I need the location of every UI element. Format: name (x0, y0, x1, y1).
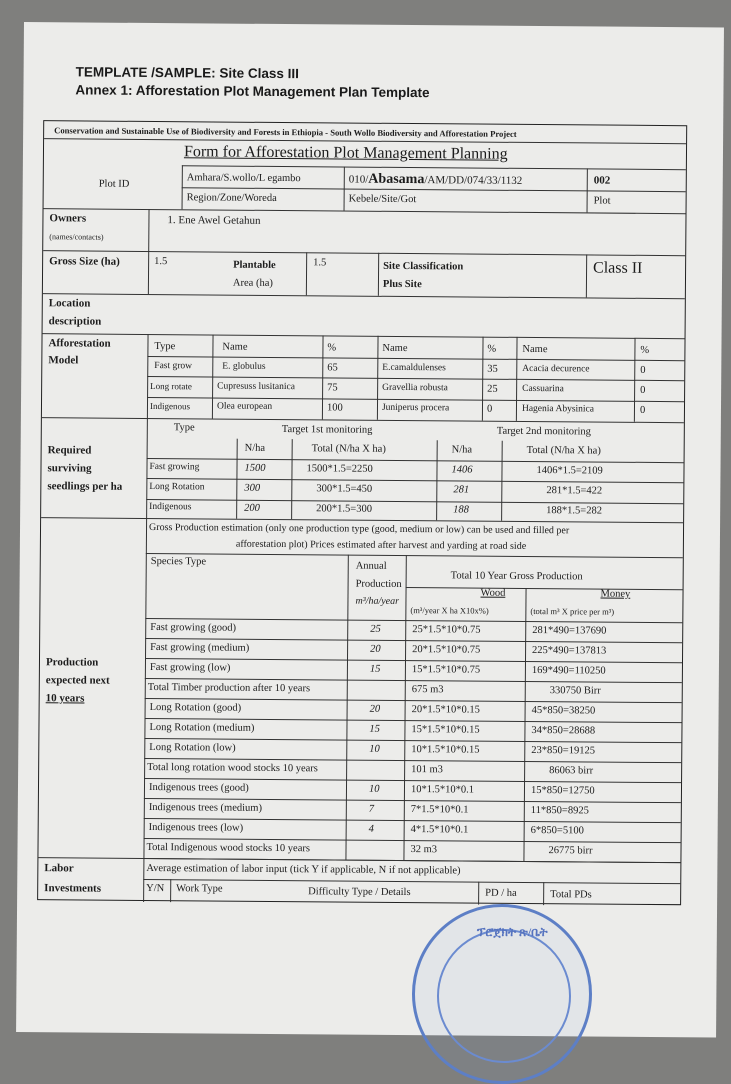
production-total-label: Total long rotation wood stocks 10 years (147, 761, 318, 775)
model-label: Afforestation (48, 337, 111, 350)
seedlings-row-total: 1406*1.5=2109 (536, 465, 603, 477)
production-species: Fast growing (good) (150, 622, 237, 634)
model-col-pct-3: % (640, 344, 650, 356)
seedlings-label-2: surviving (47, 462, 92, 475)
labor-col-difficulty: Difficulty Type / Details (308, 886, 411, 899)
production-annual: 20 (370, 643, 381, 655)
seedlings-row-total: 281*1.5=422 (546, 485, 603, 497)
region-value: Amhara/S.wollo/L egambo (186, 172, 301, 185)
production-annual: 4 (368, 823, 374, 835)
location-label-2: description (48, 315, 102, 328)
model-col-type: Type (154, 341, 176, 353)
gross-size-value: 1.5 (154, 256, 168, 268)
production-wood: 675 m3 (411, 684, 444, 696)
col-annual-unit: m³/ha/year (355, 595, 400, 607)
production-species: Long Rotation (good) (149, 702, 242, 714)
model-col-name-3: Name (522, 343, 548, 356)
col-species-type: Species Type (150, 556, 207, 568)
col-wood-unit: (m³/year X ha X10x%) (410, 605, 489, 616)
gross-size-label: Gross Size (ha) (49, 255, 120, 268)
model-row-pct: 25 (487, 383, 498, 395)
owners-sublabel: (names/contacts) (49, 232, 104, 242)
production-wood: 32 m3 (410, 844, 438, 856)
location-label: Location (48, 297, 91, 310)
seedlings-row-type: Fast growing (149, 461, 200, 473)
production-label: Production (45, 656, 99, 669)
production-species: Indigenous trees (medium) (148, 802, 263, 814)
production-money: 26775 birr (548, 845, 593, 857)
model-row-pct: 100 (326, 402, 343, 414)
col-money: Money (600, 588, 631, 600)
document-page (16, 22, 724, 1037)
model-row-pct: 0 (486, 403, 493, 415)
model-row-name: Hagenia Abysinica (521, 403, 595, 415)
plantable-label: Plantable (233, 259, 276, 271)
seedlings-col-nha-2: N/ha (451, 444, 473, 456)
production-wood: 15*1.5*10*0.15 (411, 724, 480, 736)
production-wood: 10*1.5*10*0.15 (411, 744, 480, 756)
production-wood: 15*1.5*10*0.75 (411, 664, 481, 676)
seedlings-label-3: seedlings per ha (47, 480, 123, 493)
seedlings-row-nha: 281 (453, 484, 470, 496)
model-row-type: Fast grow (154, 361, 193, 372)
model-row-name: Acacia decurence (522, 363, 590, 375)
production-annual: 10 (368, 783, 380, 795)
production-annual: 15 (369, 723, 380, 735)
model-label-2: Model (48, 354, 79, 367)
labor-intro: Average estimation of labor input (tick Y if applicable, N if not applicable) (146, 862, 461, 877)
labor-col-pd-ha: PD / ha (485, 887, 517, 899)
production-money: 34*850=28688 (531, 725, 596, 737)
production-species: Long Rotation (medium) (149, 722, 255, 734)
seedlings-col-total-1: Total (N/ha X ha) (311, 443, 386, 455)
production-total-label: Total Timber production after 10 years (147, 681, 311, 695)
labor-col-work-type: Work Type (176, 883, 223, 895)
form-title: Form for Afforestation Plot Management Planning (183, 143, 508, 163)
model-row-name: Cupresuss lusitanica (217, 381, 296, 393)
col-money-unit: (total m³ X price per m³) (530, 605, 615, 617)
production-species: Fast growing (low) (149, 662, 231, 674)
production-annual: 7 (368, 803, 375, 815)
model-row-name: Olea european (216, 401, 273, 412)
model-row-pct: 75 (327, 382, 338, 394)
production-money: 169*490=110250 (531, 665, 606, 677)
production-intro: Gross Production estimation (only one production type (good, medium or low) can be used and filled per (148, 521, 570, 537)
production-wood: 7*1.5*10*0.1 (410, 804, 469, 816)
model-row-pct: 35 (487, 363, 498, 375)
stamp-text: ፕሮጀክት ጽ/ቤት (477, 925, 548, 939)
production-money: 6*850=5100 (530, 825, 584, 837)
production-wood: 20*1.5*10*0.15 (411, 704, 480, 716)
model-row-pct: 0 (640, 364, 646, 376)
model-col-pct-2: % (487, 343, 497, 355)
seedlings-row-nha: 188 (453, 504, 469, 516)
seedlings-label: Required (47, 444, 92, 457)
model-row-name: E. globulus (222, 361, 266, 372)
kebele-value: 010/Abasama/AM/DD/074/33/1132 (348, 171, 523, 188)
plot-label: Plot (593, 195, 611, 207)
target-2-header: Target 2nd monitoring (496, 425, 591, 438)
seedlings-row-type: Indigenous (149, 501, 192, 513)
production-annual: 15 (369, 663, 381, 675)
seedlings-row-nha: 300 (244, 482, 261, 494)
target-1-header: Target 1st monitoring (281, 424, 373, 436)
production-wood: 4*1.5*10*0.1 (410, 824, 469, 836)
owners-value: 1. Ene Awel Getahun (167, 214, 261, 227)
model-row-pct: 0 (640, 384, 646, 396)
model-row-pct: 65 (327, 362, 338, 374)
plot-value: 002 (593, 174, 611, 187)
seedlings-row-nha: 1500 (244, 462, 266, 474)
model-row-name: E.camaldulenses (382, 362, 446, 374)
plantable-label-unit: Area (ha) (232, 277, 273, 289)
production-annual: 20 (369, 703, 381, 715)
annex-heading: Annex 1: Afforestation Plot Management Plan Template (75, 82, 430, 101)
production-money: 330750 Birr (549, 685, 601, 697)
model-row-name: Juniperus procera (381, 402, 450, 414)
col-wood: Wood (480, 587, 506, 599)
production-label-3: 10 years (45, 692, 85, 705)
production-money: 45*850=38250 (531, 705, 596, 717)
seedlings-col-total-2: Total (N/ha X ha) (526, 444, 601, 457)
col-annual: Annual (355, 560, 387, 572)
production-money: 23*850=19125 (531, 745, 596, 757)
production-species: Long Rotation (low) (149, 742, 236, 754)
seedlings-row-total: 300*1.5=450 (316, 483, 373, 495)
model-col-name-1: Name (222, 341, 248, 353)
seedlings-col-nha-1: N/ha (244, 442, 266, 454)
labor-label: Labor (44, 862, 74, 875)
production-intro-2: afforestation plot) Prices estimated after harvest and yarding at road side (235, 538, 527, 552)
production-annual: 25 (370, 623, 381, 635)
production-money: 11*850=8925 (530, 805, 589, 817)
seedlings-row-total: 200*1.5=300 (316, 503, 373, 515)
model-col-name-2: Name (382, 342, 408, 355)
production-money: 15*850=12750 (530, 785, 595, 797)
seedlings-row-nha: 1406 (451, 464, 473, 476)
model-row-pct: 0 (639, 404, 646, 416)
kebele-label: Kebele/Site/Got (348, 193, 417, 206)
labor-col-yn: Y/N (146, 882, 165, 895)
production-species: Indigenous trees (good) (148, 782, 249, 794)
production-money: 281*490=137690 (532, 625, 607, 637)
labor-label-2: Investments (44, 882, 102, 895)
model-row-type: Long rotate (150, 381, 192, 392)
afforestation-form (37, 120, 687, 905)
template-heading: TEMPLATE /SAMPLE: Site Class III (75, 64, 299, 82)
production-species: Indigenous trees (low) (148, 822, 244, 834)
seedlings-row-total: 188*1.5=282 (546, 505, 603, 517)
col-annual-2: Production (355, 578, 402, 590)
owners-label: Owners (49, 212, 87, 225)
col-total-10-year: Total 10 Year Gross Production (450, 570, 583, 583)
production-wood: 101 m3 (411, 764, 443, 776)
seedlings-row-total: 1500*1.5=2250 (306, 463, 373, 475)
seedlings-row-type: Long Rotation (149, 481, 205, 493)
production-total-label: Total Indigenous wood stocks 10 years (146, 841, 311, 855)
region-label: Region/Zone/Woreda (186, 192, 277, 204)
model-row-name: Gravellia robusta (382, 382, 448, 394)
plus-site-label: Plus Site (382, 278, 422, 291)
project-line: Conservation and Sustainable Use of Biodiversity and Forests in Ethiopia - South Wollo Biodiversity and Afforestation Project (54, 125, 517, 139)
seedlings-row-nha: 200 (244, 502, 260, 514)
production-wood: 10*1.5*10*0.1 (410, 784, 475, 796)
production-species: Fast growing (medium) (150, 642, 250, 654)
plantable-value: 1.5 (313, 257, 327, 269)
model-row-name: Cassuarina (522, 383, 564, 395)
labor-col-total-pds: Total PDs (550, 889, 592, 901)
model-col-pct-1: % (327, 342, 337, 354)
model-row-type: Indigenous (149, 401, 191, 412)
production-wood: 20*1.5*10*0.75 (412, 644, 481, 656)
production-money: 86063 birr (549, 765, 594, 777)
production-money: 225*490=137813 (532, 645, 607, 657)
official-stamp (412, 904, 592, 1084)
class-value: Class II (593, 259, 643, 277)
site-classification-label: Site Classification (383, 260, 464, 273)
production-label-2: expected next (45, 674, 110, 687)
seedlings-col-type: Type (173, 422, 195, 434)
production-annual: 10 (369, 743, 380, 755)
production-wood: 25*1.5*10*0.75 (412, 624, 481, 636)
plot-id-label: Plot ID (98, 178, 130, 190)
